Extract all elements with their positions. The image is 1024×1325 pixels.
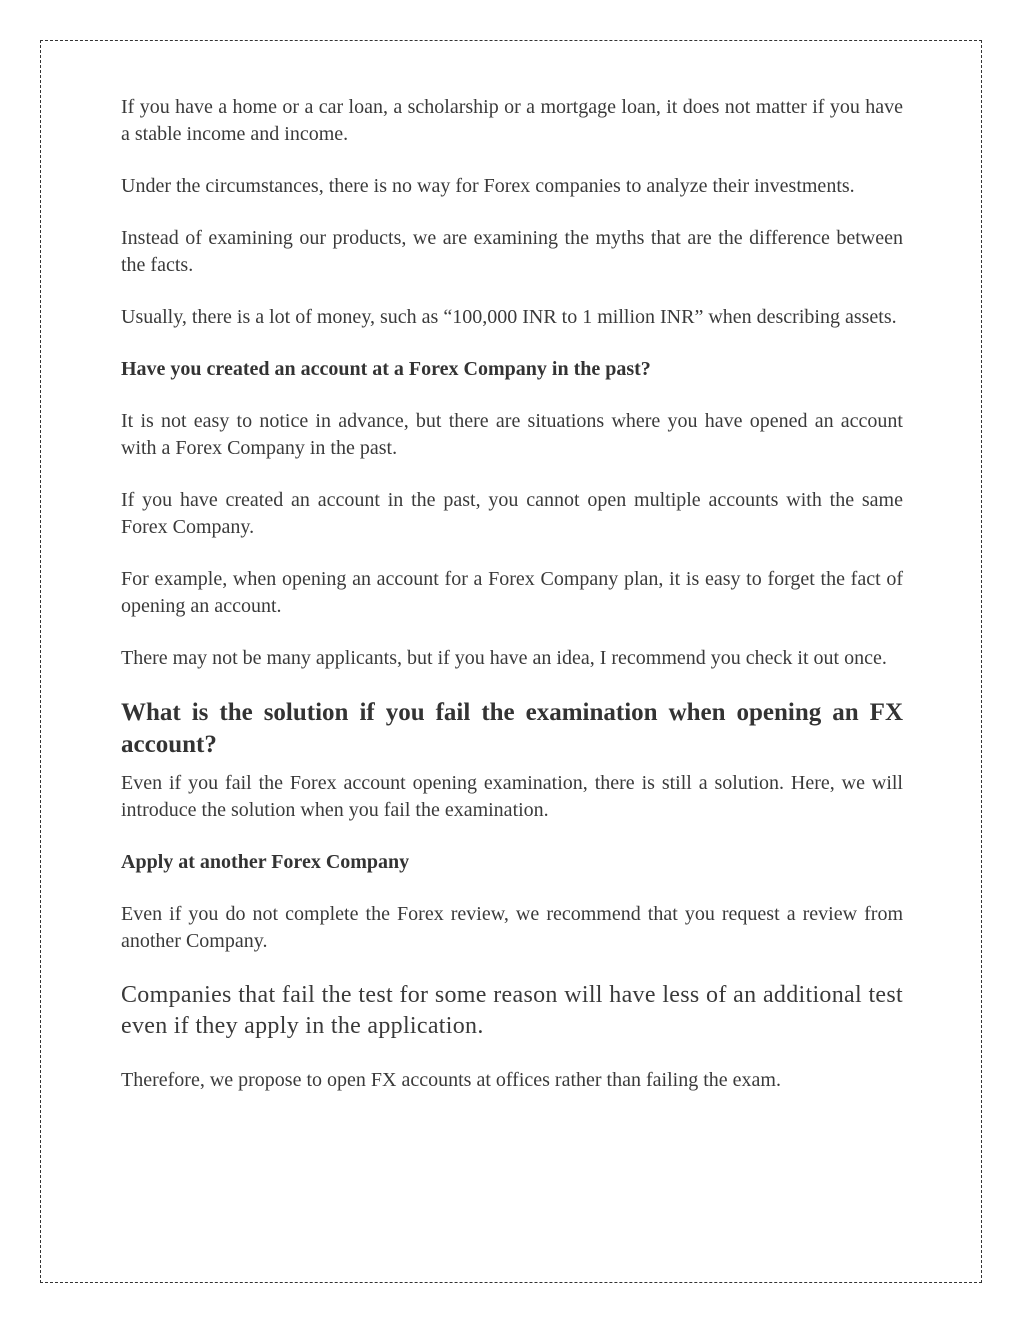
paragraph-solution: Even if you fail the Forex account opening examination, there is still a solution. Here, we will introduce the solution when you fail the examination. <box>121 772 903 821</box>
paragraph-companies-fail: Companies that fail the test for some reason will have less of an additional test even if they apply in the application. <box>121 982 903 1039</box>
paragraph-multiple-accounts: If you have created an account in the past, you cannot open multiple accounts with the same Forex Company. <box>121 489 903 538</box>
document-body <box>121 94 903 1119</box>
paragraph-closing: Therefore, we propose to open FX accounts at offices rather than failing the exam. <box>121 1069 781 1091</box>
paragraph-review: Even if you do not complete the Forex review, we recommend that you request a review from another Company. <box>121 903 903 952</box>
paragraph-applicants: There may not be many applicants, but if you have an idea, I recommend you check it out once. <box>121 647 887 669</box>
paragraph-money: Usually, there is a lot of money, such as “100,000 INR to 1 million INR” when describing assets. <box>121 306 897 328</box>
paragraph-myths: Instead of examining our products, we are examining the myths that are the difference between the facts. <box>121 227 903 276</box>
heading-solution: What is the solution if you fail the examination when opening an FX account? <box>121 699 903 758</box>
subheading-apply-another: Apply at another Forex Company <box>121 851 410 873</box>
subheading-past-account: Have you created an account at a Forex Company in the past? <box>121 358 651 380</box>
paragraph-loan: If you have a home or a car loan, a scholarship or a mortgage loan, it does not matter if you have a stable income and income. <box>121 96 903 145</box>
paragraph-example: For example, when opening an account for a Forex Company plan, it is easy to forget the fact of opening an account. <box>121 568 903 617</box>
paragraph-notice: It is not easy to notice in advance, but there are situations where you have opened an account with a Forex Company in the past. <box>121 410 903 459</box>
paragraph-circumstances: Under the circumstances, there is no way for Forex companies to analyze their investments. <box>121 175 855 197</box>
